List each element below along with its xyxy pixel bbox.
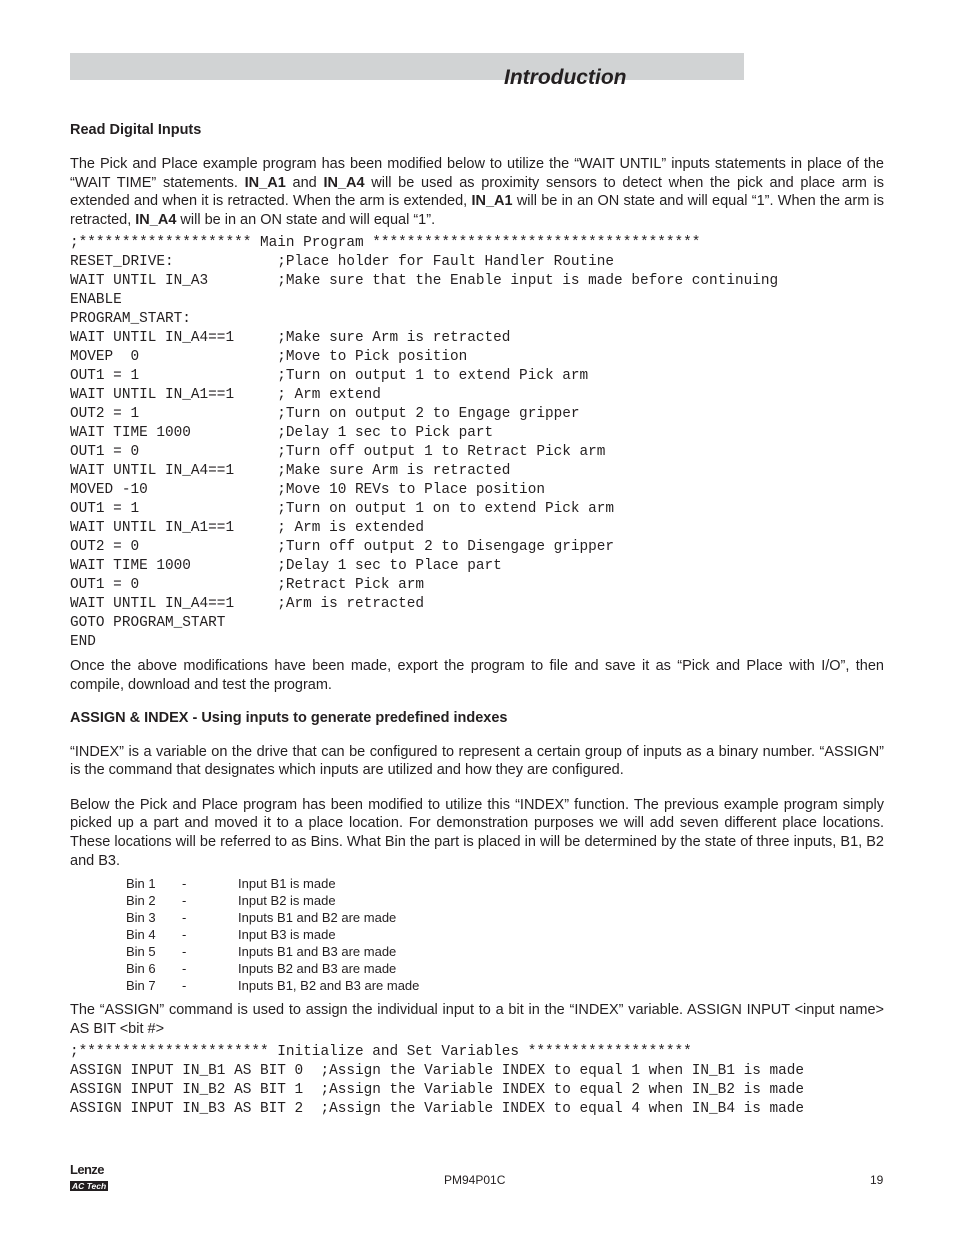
- bin-label: Bin 3: [126, 910, 156, 926]
- bin-dash: -: [182, 978, 187, 994]
- bin-row: [126, 876, 419, 893]
- document-code: PM94P01C: [444, 1173, 506, 1187]
- bin-description: Input B2 is made: [238, 893, 336, 909]
- bins-explanation-paragraph: Below the Pick and Place program has been modified to utilize this “INDEX” function. The previous example program simply picked up a part and moved it to a place location. For demonstration purposes we will add seven different place locations. These locations will be referred to as Bins. What Bin the part is placed in will be determined by the state of three inputs, B1, B2 and B3.: [70, 796, 884, 869]
- bin-description: Inputs B1 and B2 are made: [238, 910, 397, 926]
- section-heading-read-digital-inputs: Read Digital Inputs: [70, 122, 202, 138]
- logo-wordmark: Lenze: [70, 1162, 104, 1177]
- lenze-ac-tech-logo: [70, 1163, 110, 1194]
- bin-row: [126, 910, 419, 927]
- bin-dash: -: [182, 944, 187, 960]
- bin-label: Bin 2: [126, 893, 156, 909]
- assign-command-paragraph: The “ASSIGN” command is used to assign the individual input to a bit in the “INDEX” variable. ASSIGN INPUT <input name> AS BIT <bit #>: [70, 1002, 884, 1037]
- export-instructions-paragraph: Once the above modifications have been made, export the program to file and save it as “Pick and Place with I/O”, then compile, download and test the program.: [70, 658, 884, 693]
- bin-description: Input B1 is made: [238, 876, 336, 892]
- header-bar: [70, 53, 744, 80]
- bin-row: [126, 927, 419, 944]
- bin-dash: -: [182, 893, 187, 909]
- index-definition-paragraph: “INDEX” is a variable on the drive that can be configured to represent a certain group of inputs as a binary number. “ASSIGN” is the command that designates which inputs are utilized and how they are configured.: [70, 743, 884, 779]
- bin-label: Bin 6: [126, 961, 156, 977]
- main-program-code-block: ;******************** Main Program ************************************** RESET_DRIVE: ;Place holder for Fault Handler Routine WAIT UNTIL IN_A3 ;Make sure that the Enable input is made before continuing ENABLE PROGRAM_START: WAIT UNTIL IN_A4==1 ;Make sure Arm is retracted MOVEP 0 ;Move to Pick position OUT1 = 1 ;Turn on output 1 to extend Pick arm WAIT UNTIL IN_A1==1 ; Arm extend OUT2 = 1 ;Turn on output 2 to Engage gripper WAIT TIME 1000 ;Delay 1 sec to Pick part OUT1 = 0 ;Turn off output 1 to Retract Pick arm WAIT UNTIL IN_A4==1 ;Make sure Arm is retracted MOVED -10 ;Move 10 REVs to Place position OUT1 = 1 ;Turn on output 1 on to extend Pick arm WAIT UNTIL IN_A1==1 ; Arm is extended OUT2 = 0 ;Turn off output 2 to Disengage gripper WAIT TIME 1000 ;Delay 1 sec to Place part OUT1 = 0 ;Retract Pick arm WAIT UNTIL IN_A4==1 ;Arm is retracted GOTO PROGRAM_START END: [70, 235, 779, 651]
- section-heading-assign-index: ASSIGN & INDEX - Using inputs to generate predefined indexes: [70, 709, 508, 726]
- bin-description: Input B3 is made: [238, 927, 336, 943]
- bin-row: [126, 893, 419, 910]
- bin-description: Inputs B1, B2 and B3 are made: [238, 978, 420, 994]
- bin-dash: -: [182, 910, 187, 926]
- page-number: 19: [870, 1173, 884, 1187]
- bins-table: [126, 876, 419, 995]
- bin-label: Bin 7: [126, 978, 156, 994]
- bin-row: [126, 978, 419, 995]
- bin-row: [126, 944, 419, 961]
- page-content: [70, 121, 884, 1119]
- page-title: Introduction: [504, 66, 627, 89]
- bin-dash: -: [182, 876, 187, 892]
- bin-label: Bin 5: [126, 944, 156, 960]
- read-inputs-intro-paragraph: The Pick and Place example program has been modified below to utilize the “WAIT UNTIL” inputs statements in place of the “WAIT TIME” statements. IN_A1 and IN_A4 will be used as proximity sensors to detect when the pick and place arm is extended and when it is retracted. When the arm is extended, IN_A1 will be in an ON state and will equal “1”. When the arm is retracted, IN_A4 will be in an ON state and will equal “1”.: [70, 156, 885, 228]
- logo-subtitle: AC Tech: [72, 1181, 107, 1191]
- bin-label: Bin 1: [126, 876, 156, 892]
- bin-dash: -: [182, 927, 187, 943]
- assign-code-block: ;********************** Initialize and Set Variables ******************* ASSIGN INPUT IN_B1 AS BIT 0 ;Assign the Variable INDEX to equal 1 when IN_B1 is made ASSIGN INPUT IN_B2 AS BIT 1 ;Assign the Variable INDEX to equal 2 when IN_B2 is made ASSIGN INPUT IN_B3 AS BIT 2 ;Assign the Variable INDEX to equal 4 when IN_B4 is made: [70, 1044, 805, 1118]
- bin-label: Bin 4: [126, 927, 156, 943]
- bin-description: Inputs B2 and B3 are made: [238, 961, 397, 977]
- bin-row: [126, 961, 419, 978]
- bin-description: Inputs B1 and B3 are made: [238, 944, 397, 960]
- bin-dash: -: [182, 961, 187, 977]
